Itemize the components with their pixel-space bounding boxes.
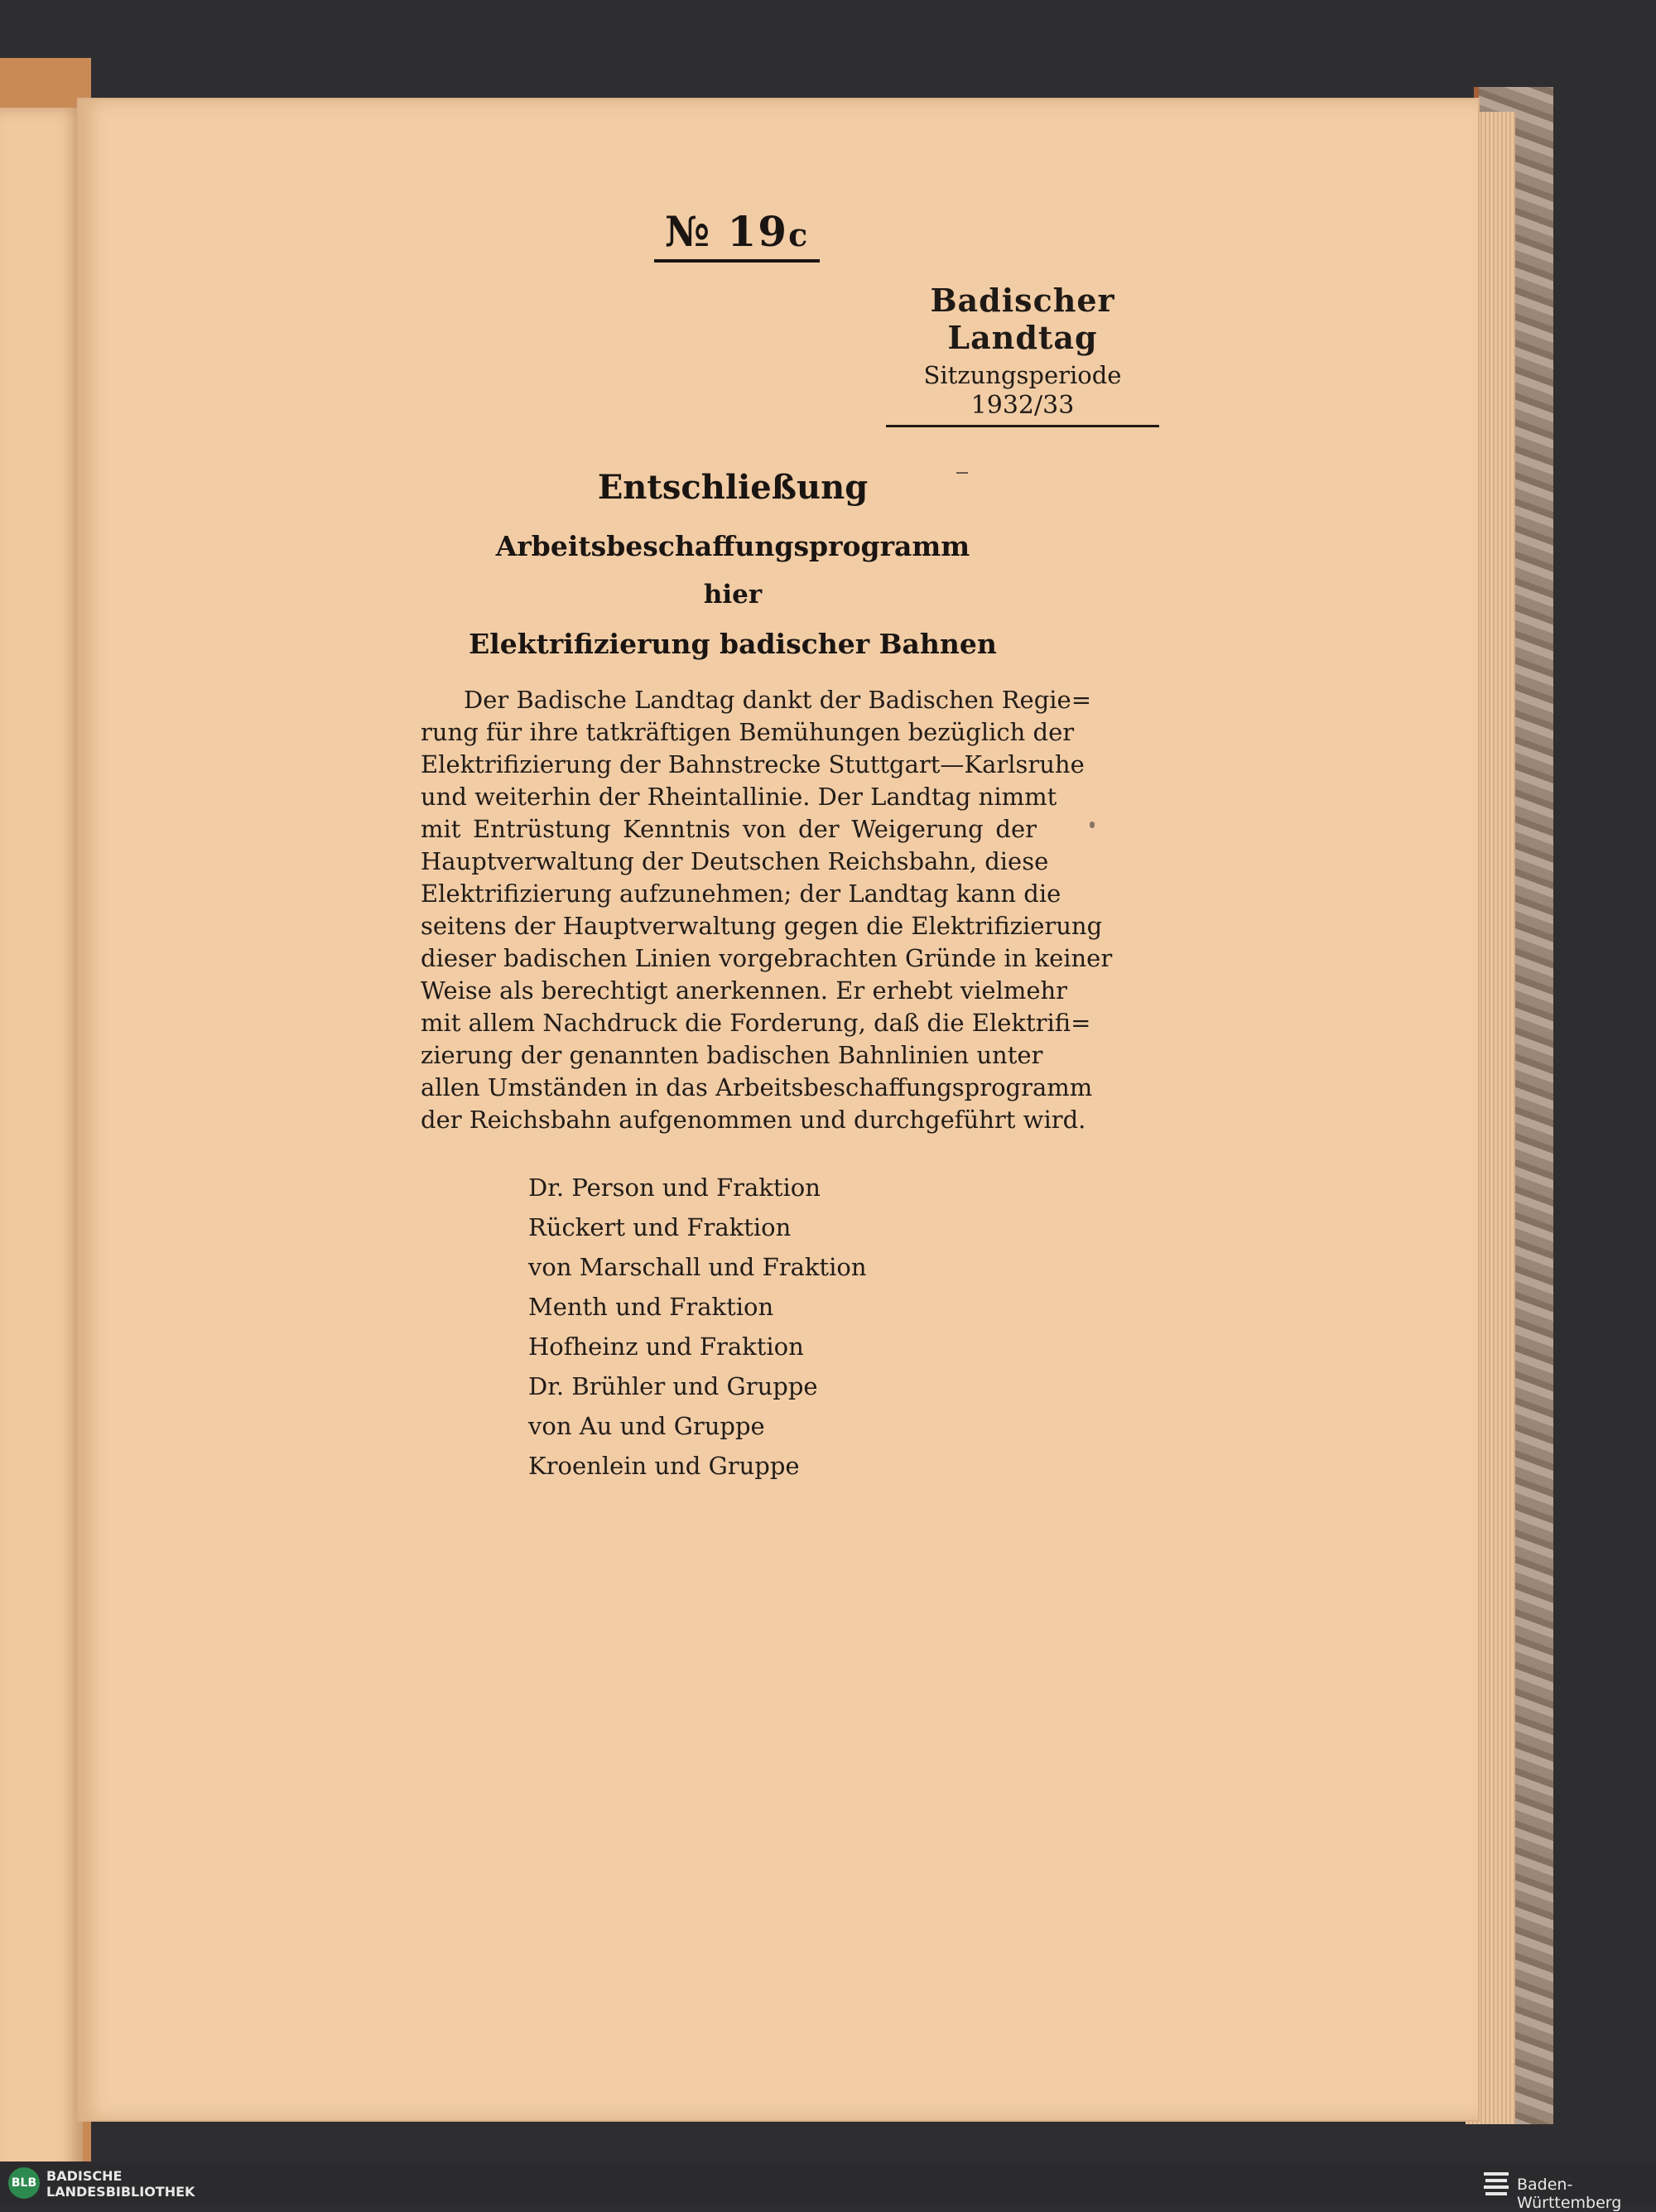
heading-program: Arbeitsbeschaffungsprogramm (495, 530, 970, 562)
signer: Dr. Person und Fraktion (528, 1173, 821, 1202)
signer: Dr. Brühler und Gruppe (528, 1372, 818, 1400)
body-line: der Reichsbahn aufgenommen und durchgeführt wird. (421, 1106, 1086, 1134)
body-line: allen Umständen in das Arbeitsbeschaffungsprogramm (421, 1073, 1093, 1101)
left-page (0, 108, 83, 2161)
blb-logo-icon[interactable]: BLB (8, 2167, 40, 2199)
heading-subject: Elektrifizierung badischer Bahnen (469, 628, 997, 660)
stamp-line-3: 1932/33 (886, 391, 1159, 427)
body-line: mit allem Nachdruck die Forderung, daß die Elektrifi= (421, 1009, 1091, 1037)
number-value: 19 (727, 207, 789, 256)
body-line: dieser badischen Linien vorgebrachten Gründe in keiner (421, 944, 1113, 972)
body-line: zierung der genannten badischen Bahnlinien unter (421, 1041, 1043, 1069)
stamp-line-2: Sitzungsperiode (923, 361, 1122, 389)
footer-bar (0, 2161, 1656, 2205)
stamp-line-1: Badischer Landtag (930, 282, 1115, 356)
body-line: mit Entrüstung Kenntnis von der Weigerung der (421, 815, 1037, 843)
signer: von Au und Gruppe (528, 1412, 765, 1440)
document-number (654, 207, 820, 263)
body-line: Hauptverwaltung der Deutschen Reichsbahn, diese (421, 847, 1049, 875)
signers-list (528, 1168, 992, 1486)
stray-dot (1090, 822, 1095, 828)
signer: Hofheinz und Fraktion (528, 1333, 804, 1361)
body-line: und weiterhin der Rheintallinie. Der Landtag nimmt (421, 783, 1057, 811)
body-line: Elektrifizierung der Bahnstrecke Stuttgart—Karlsruhe (421, 750, 1085, 778)
body-line: Elektrifizierung aufzunehmen; der Landtag kann die (421, 879, 1061, 908)
body-line: Der Badische Landtag dankt der Badischen Regie= (464, 686, 1092, 714)
resolution-body (421, 684, 1113, 1136)
signer: Rückert und Fraktion (528, 1213, 792, 1241)
signer: Kroenlein und Gruppe (528, 1452, 800, 1480)
signer: von Marschall und Fraktion (528, 1253, 867, 1281)
body-line: rung für ihre tatkräftigen Bemühungen bezüglich der (421, 718, 1075, 746)
signer: Menth und Fraktion (528, 1293, 774, 1321)
library-name[interactable] (46, 2168, 195, 2200)
baden-wuerttemberg-lions-icon[interactable] (1482, 2170, 1510, 2198)
landtag-stamp (886, 282, 1159, 427)
body-line: Weise als berechtigt anerkennen. Er erhebt vielmehr (421, 976, 1068, 1005)
library-name-line-2: LANDESBIBLIOTHEK (46, 2184, 195, 2200)
number-prefix: № (664, 207, 712, 256)
body-line: seitens der Hauptverwaltung gegen die Elektrifizierung (421, 912, 1103, 940)
number-suffix: c (788, 216, 810, 253)
library-name-line-1: BADISCHE (46, 2168, 123, 2184)
state-name[interactable]: Baden-Württemberg (1517, 2176, 1622, 2212)
heading-resolution: Entschließung (597, 468, 869, 507)
heading-here: hier (703, 580, 763, 610)
